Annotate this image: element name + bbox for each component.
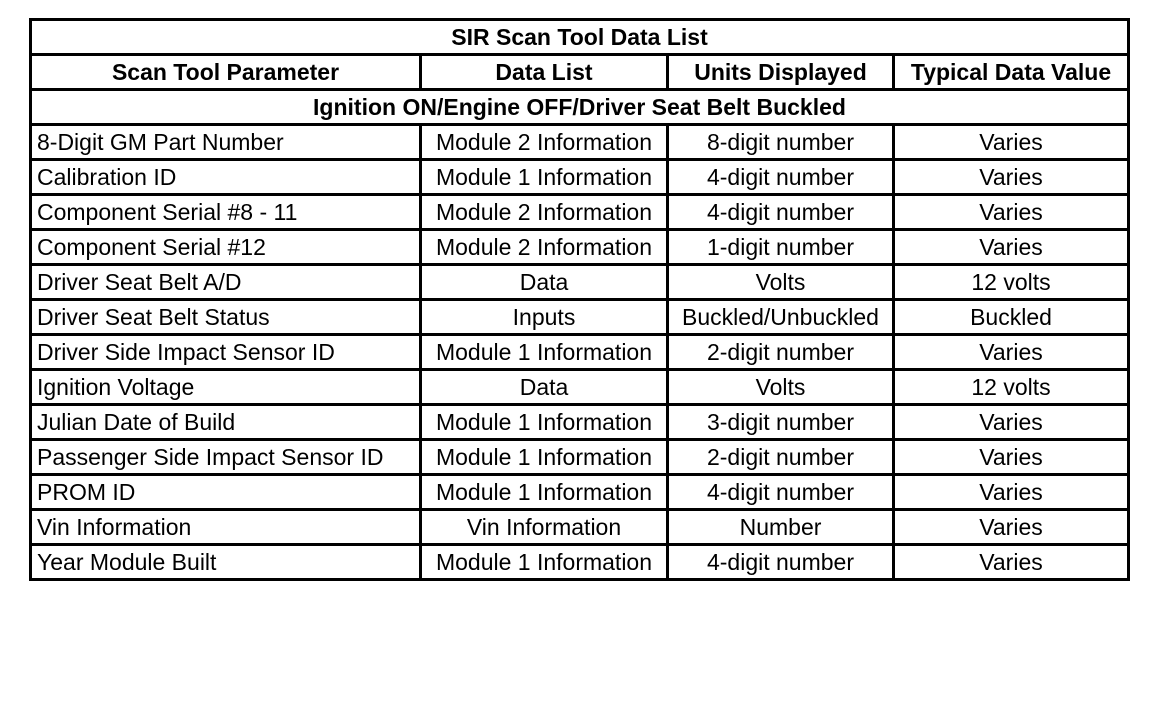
title-row [31,20,1129,55]
cell-units: 3-digit number [668,405,894,440]
cell-data-list: Module 1 Information [421,160,668,195]
section-heading: Ignition ON/Engine OFF/Driver Seat Belt Buckled [31,90,1129,125]
cell-typical-value: 12 volts [894,265,1129,300]
cell-data-list: Module 2 Information [421,230,668,265]
cell-data-list: Module 1 Information [421,440,668,475]
cell-typical-value: Varies [894,475,1129,510]
table-body [31,125,1129,580]
cell-parameter: Calibration ID [31,160,421,195]
header-parameter: Scan Tool Parameter [31,55,421,90]
table-row [31,545,1129,580]
cell-typical-value: Varies [894,545,1129,580]
cell-parameter: 8-Digit GM Part Number [31,125,421,160]
table-row [31,405,1129,440]
cell-data-list: Module 1 Information [421,335,668,370]
header-typical-value: Typical Data Value [894,55,1129,90]
cell-typical-value: Buckled [894,300,1129,335]
cell-typical-value: Varies [894,405,1129,440]
cell-typical-value: Varies [894,160,1129,195]
cell-parameter: Driver Seat Belt A/D [31,265,421,300]
cell-units: 4-digit number [668,195,894,230]
cell-units: 8-digit number [668,125,894,160]
cell-units: 2-digit number [668,335,894,370]
cell-typical-value: Varies [894,195,1129,230]
cell-units: Volts [668,370,894,405]
header-data-list: Data List [421,55,668,90]
cell-typical-value: Varies [894,230,1129,265]
header-units: Units Displayed [668,55,894,90]
cell-typical-value: 12 volts [894,370,1129,405]
cell-data-list: Module 2 Information [421,195,668,230]
cell-parameter: Ignition Voltage [31,370,421,405]
cell-parameter: PROM ID [31,475,421,510]
cell-data-list: Data [421,370,668,405]
data-list-document [29,18,1127,581]
table-row [31,510,1129,545]
table-row [31,265,1129,300]
cell-units: 4-digit number [668,160,894,195]
cell-parameter: Julian Date of Build [31,405,421,440]
cell-typical-value: Varies [894,440,1129,475]
table-row [31,370,1129,405]
cell-data-list: Module 2 Information [421,125,668,160]
cell-parameter: Vin Information [31,510,421,545]
table-row [31,125,1129,160]
cell-parameter: Driver Side Impact Sensor ID [31,335,421,370]
cell-data-list: Data [421,265,668,300]
table-row [31,230,1129,265]
table-row [31,195,1129,230]
table-row [31,160,1129,195]
cell-typical-value: Varies [894,510,1129,545]
cell-typical-value: Varies [894,125,1129,160]
cell-parameter: Driver Seat Belt Status [31,300,421,335]
table-row [31,440,1129,475]
table-row [31,300,1129,335]
cell-parameter: Component Serial #12 [31,230,421,265]
table-title: SIR Scan Tool Data List [31,20,1129,55]
table-row [31,335,1129,370]
header-row [31,55,1129,90]
cell-typical-value: Varies [894,335,1129,370]
cell-data-list: Vin Information [421,510,668,545]
cell-data-list: Module 1 Information [421,475,668,510]
cell-units: Number [668,510,894,545]
cell-parameter: Component Serial #8 - 11 [31,195,421,230]
cell-parameter: Year Module Built [31,545,421,580]
cell-parameter: Passenger Side Impact Sensor ID [31,440,421,475]
cell-units: 2-digit number [668,440,894,475]
cell-units: 4-digit number [668,545,894,580]
scan-tool-data-table [29,18,1130,581]
cell-units: 1-digit number [668,230,894,265]
cell-units: Volts [668,265,894,300]
cell-data-list: Module 1 Information [421,545,668,580]
cell-data-list: Inputs [421,300,668,335]
cell-units: 4-digit number [668,475,894,510]
table-row [31,475,1129,510]
cell-units: Buckled/Unbuckled [668,300,894,335]
cell-data-list: Module 1 Information [421,405,668,440]
section-row [31,90,1129,125]
